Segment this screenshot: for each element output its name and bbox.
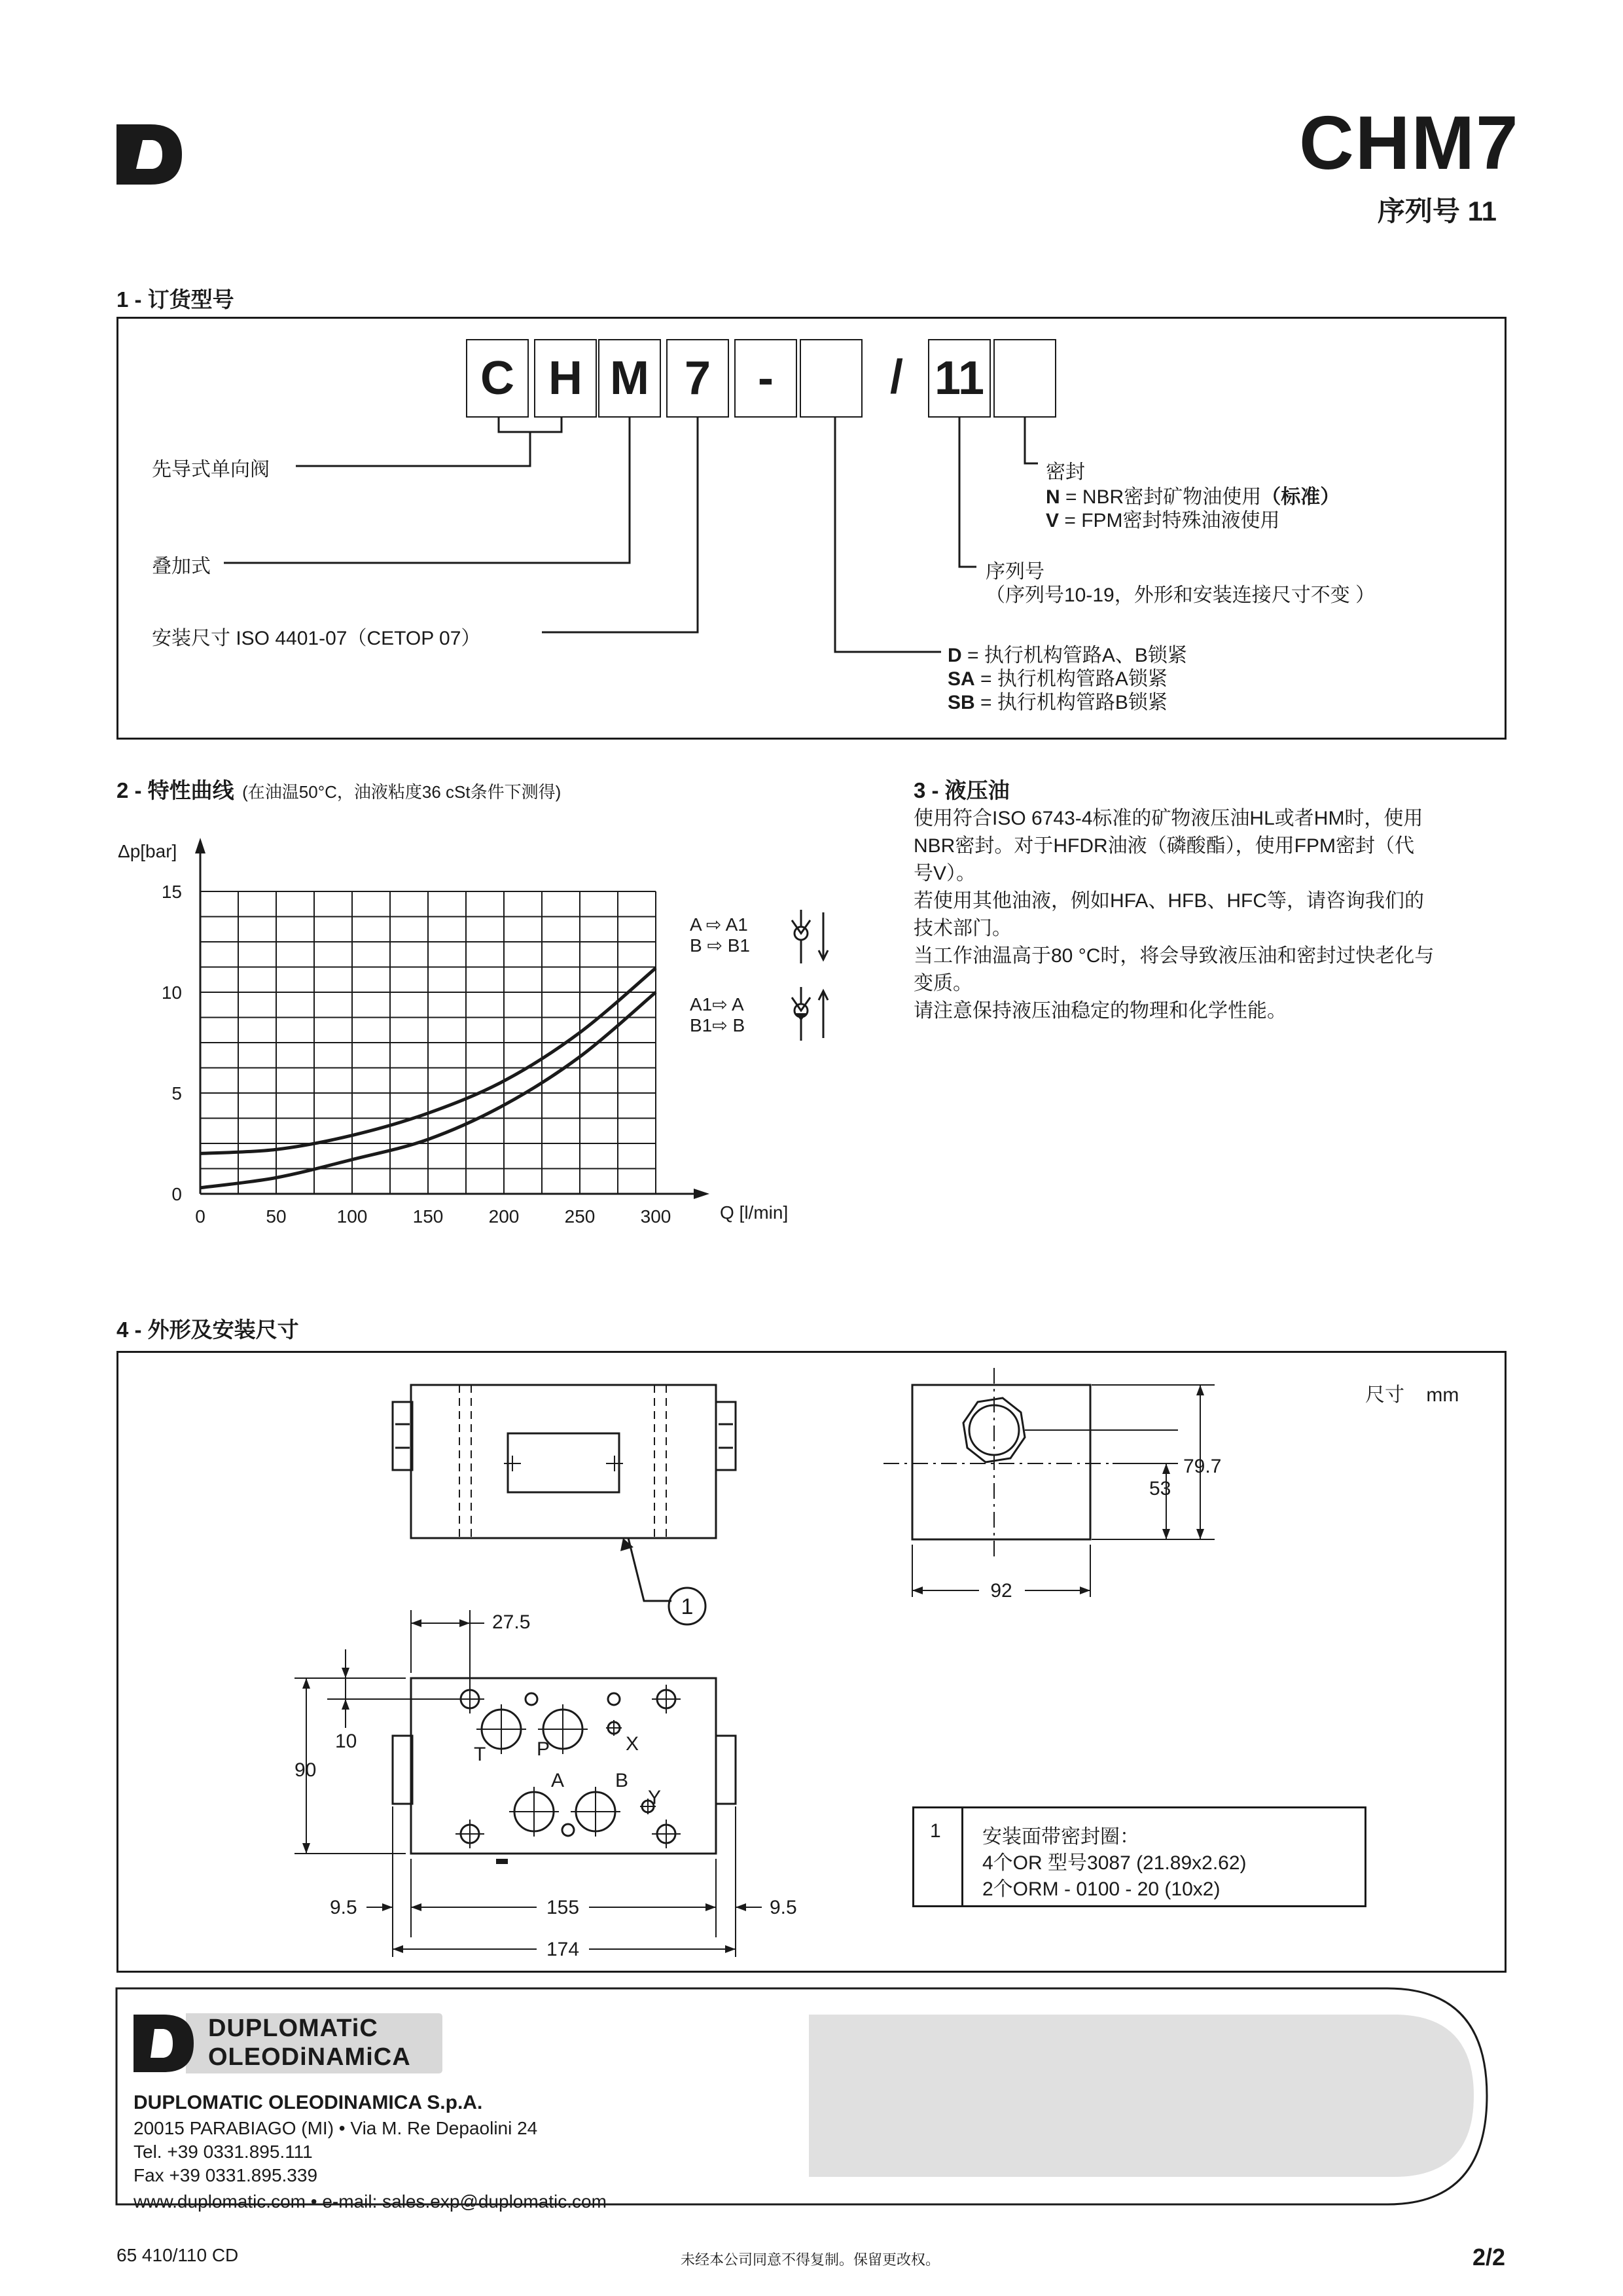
model-title: CHM7	[1299, 100, 1520, 185]
y-tick-label: 15	[161, 882, 182, 902]
fluid-line: 若使用其他油液，例如HFA、HFB、HFC等，请咨询我们的	[914, 890, 1424, 912]
dim-9-5-right: 9.5	[770, 1897, 797, 1918]
seal-n-code: N	[1046, 486, 1060, 508]
option-d-code: D	[948, 645, 962, 666]
section2-note: (在油温50°C，油液粘度36 cSt条件下测得)	[242, 782, 562, 802]
port-label-b: B	[615, 1770, 629, 1791]
dim-92: 92	[990, 1580, 1012, 1602]
parts-table-line2: 4个OR 型号3087 (21.89x2.62)	[982, 1852, 1247, 1874]
label-mounting: 安装尺寸 ISO 4401-07（CETOP 07）	[152, 628, 481, 649]
y-tick-label: 5	[171, 1083, 182, 1103]
port-label-p: P	[537, 1738, 550, 1760]
code-cell-c: C	[466, 339, 529, 418]
fluid-line: 技术部门。	[914, 918, 1012, 939]
copyright-note: 未经本公司同意不得复制。保留更改权。	[681, 2251, 940, 2268]
legend-2-line1: A1⇨ A	[690, 994, 744, 1014]
company-name: DUPLOMATIC OLEODINAMICA S.p.A.	[134, 2092, 483, 2113]
company-address: 20015 PARABIAGO (MI) • Via M. Re Depaolini 24	[134, 2118, 538, 2138]
document-code: 65 410/110 CD	[116, 2245, 239, 2265]
label-seals-title: 密封	[1046, 461, 1085, 483]
dim-79-7: 79.7	[1183, 1456, 1222, 1477]
x-tick-label: 0	[195, 1206, 205, 1227]
port-label-a: A	[551, 1770, 565, 1791]
option-sa-code: SA	[948, 668, 975, 690]
code-cell-dash: -	[734, 339, 797, 418]
brand-logo-line1: DUPLOMATiC	[208, 2015, 378, 2042]
company-fax: Fax +39 0331.895.339	[134, 2165, 318, 2185]
fluid-line: 使用符合ISO 6743-4标准的矿物液压油HL或者HM时，使用	[914, 808, 1423, 829]
x-tick-label: 250	[564, 1206, 596, 1227]
fluid-line: 变质。	[914, 973, 972, 994]
dim-174: 174	[546, 1939, 580, 1960]
legend-1-line1: A ⇨ A1	[690, 914, 748, 935]
x-axis-label: Q [l/min]	[720, 1202, 789, 1223]
y-tick-label: 0	[171, 1184, 182, 1204]
code-cell-slash: /	[889, 351, 903, 403]
series-subtitle: 序列号 11	[1377, 196, 1497, 226]
x-tick-label: 150	[412, 1206, 444, 1227]
option-sb-text: = 执行机构管路B锁紧	[974, 692, 1168, 713]
legend-1-line2: B ⇨ B1	[690, 935, 750, 956]
x-tick-label: 200	[488, 1206, 520, 1227]
x-tick-label: 300	[640, 1206, 671, 1227]
section4-title: 4 - 外形及安装尺寸	[116, 1318, 299, 1342]
fluid-line: NBR密封。对于HFDR油液（磷酸酯），使用FPM密封（代	[914, 835, 1414, 857]
dim-53: 53	[1149, 1478, 1171, 1499]
section1-title: 1 - 订货型号	[116, 287, 234, 312]
dim-90: 90	[294, 1759, 317, 1781]
y-tick-label: 10	[161, 982, 182, 1003]
seal-n-text: = NBR密封矿物油使用	[1060, 486, 1262, 508]
parts-table-line1: 安装面带密封圈：	[982, 1826, 1139, 1848]
label-series-title: 序列号	[986, 561, 1044, 583]
dim-27-5: 27.5	[492, 1611, 531, 1633]
code-cell-series: 11	[928, 339, 991, 418]
parts-table	[912, 1806, 1366, 1907]
seal-v-text: = FPM密封特殊油液使用	[1059, 510, 1280, 531]
unit-label-text: 尺寸	[1365, 1384, 1404, 1406]
label-modular: 叠加式	[152, 556, 211, 577]
option-sa-text: = 执行机构管路A锁紧	[974, 668, 1168, 690]
parts-table-divider	[961, 1808, 963, 1905]
dim-10: 10	[335, 1731, 357, 1752]
y-axis-label: Δp[bar]	[118, 841, 177, 861]
seal-v-code: V	[1046, 510, 1060, 531]
callout-number: 1	[681, 1594, 694, 1619]
section3-title: 3 - 液压油	[914, 778, 1010, 802]
parts-table-num: 1	[930, 1820, 941, 1842]
option-d-text: = 执行机构管路A、B锁紧	[961, 645, 1187, 666]
fluid-line: 当工作油温高于80 °C时，将会导致液压油和密封过快老化与	[914, 945, 1435, 967]
code-cell-m: M	[598, 339, 661, 418]
dim-155: 155	[546, 1897, 580, 1918]
x-tick-label: 100	[336, 1206, 368, 1227]
parts-table-line3: 2个ORM - 0100 - 20 (10x2)	[982, 1878, 1221, 1900]
code-cell-h: H	[534, 339, 597, 418]
option-sb-code: SB	[948, 692, 975, 713]
company-tel: Tel. +39 0331.895.111	[134, 2142, 313, 2162]
code-cell-7: 7	[666, 339, 729, 418]
port-label-y: Y	[648, 1787, 662, 1808]
seal-n-standard: （标准）	[1261, 486, 1340, 508]
x-tick-label: 50	[266, 1206, 287, 1227]
port-label-x: X	[626, 1733, 639, 1755]
label-series-note: （序列号10-19，外形和安装连接尺寸不变 ）	[986, 584, 1376, 606]
port-label-t: T	[474, 1744, 486, 1765]
company-web: www.duplomatic.com • e-mail: sales.exp@duplomatic.com	[134, 2191, 607, 2212]
legend-2-line2: B1⇨ B	[690, 1015, 745, 1035]
brand-logo-line2: OLEODiNAMiCA	[208, 2043, 411, 2071]
label-pilot-check: 先导式单向阀	[152, 459, 270, 480]
fluid-line: 请注意保持液压油稳定的物理和化学性能。	[914, 1000, 1287, 1022]
section2-title: 2 - 特性曲线	[116, 778, 234, 802]
fluid-line: 号V）。	[914, 863, 976, 884]
page-number: 2/2	[1472, 2244, 1505, 2270]
dim-9-5-left: 9.5	[330, 1897, 357, 1918]
unit-value: mm	[1426, 1384, 1459, 1406]
